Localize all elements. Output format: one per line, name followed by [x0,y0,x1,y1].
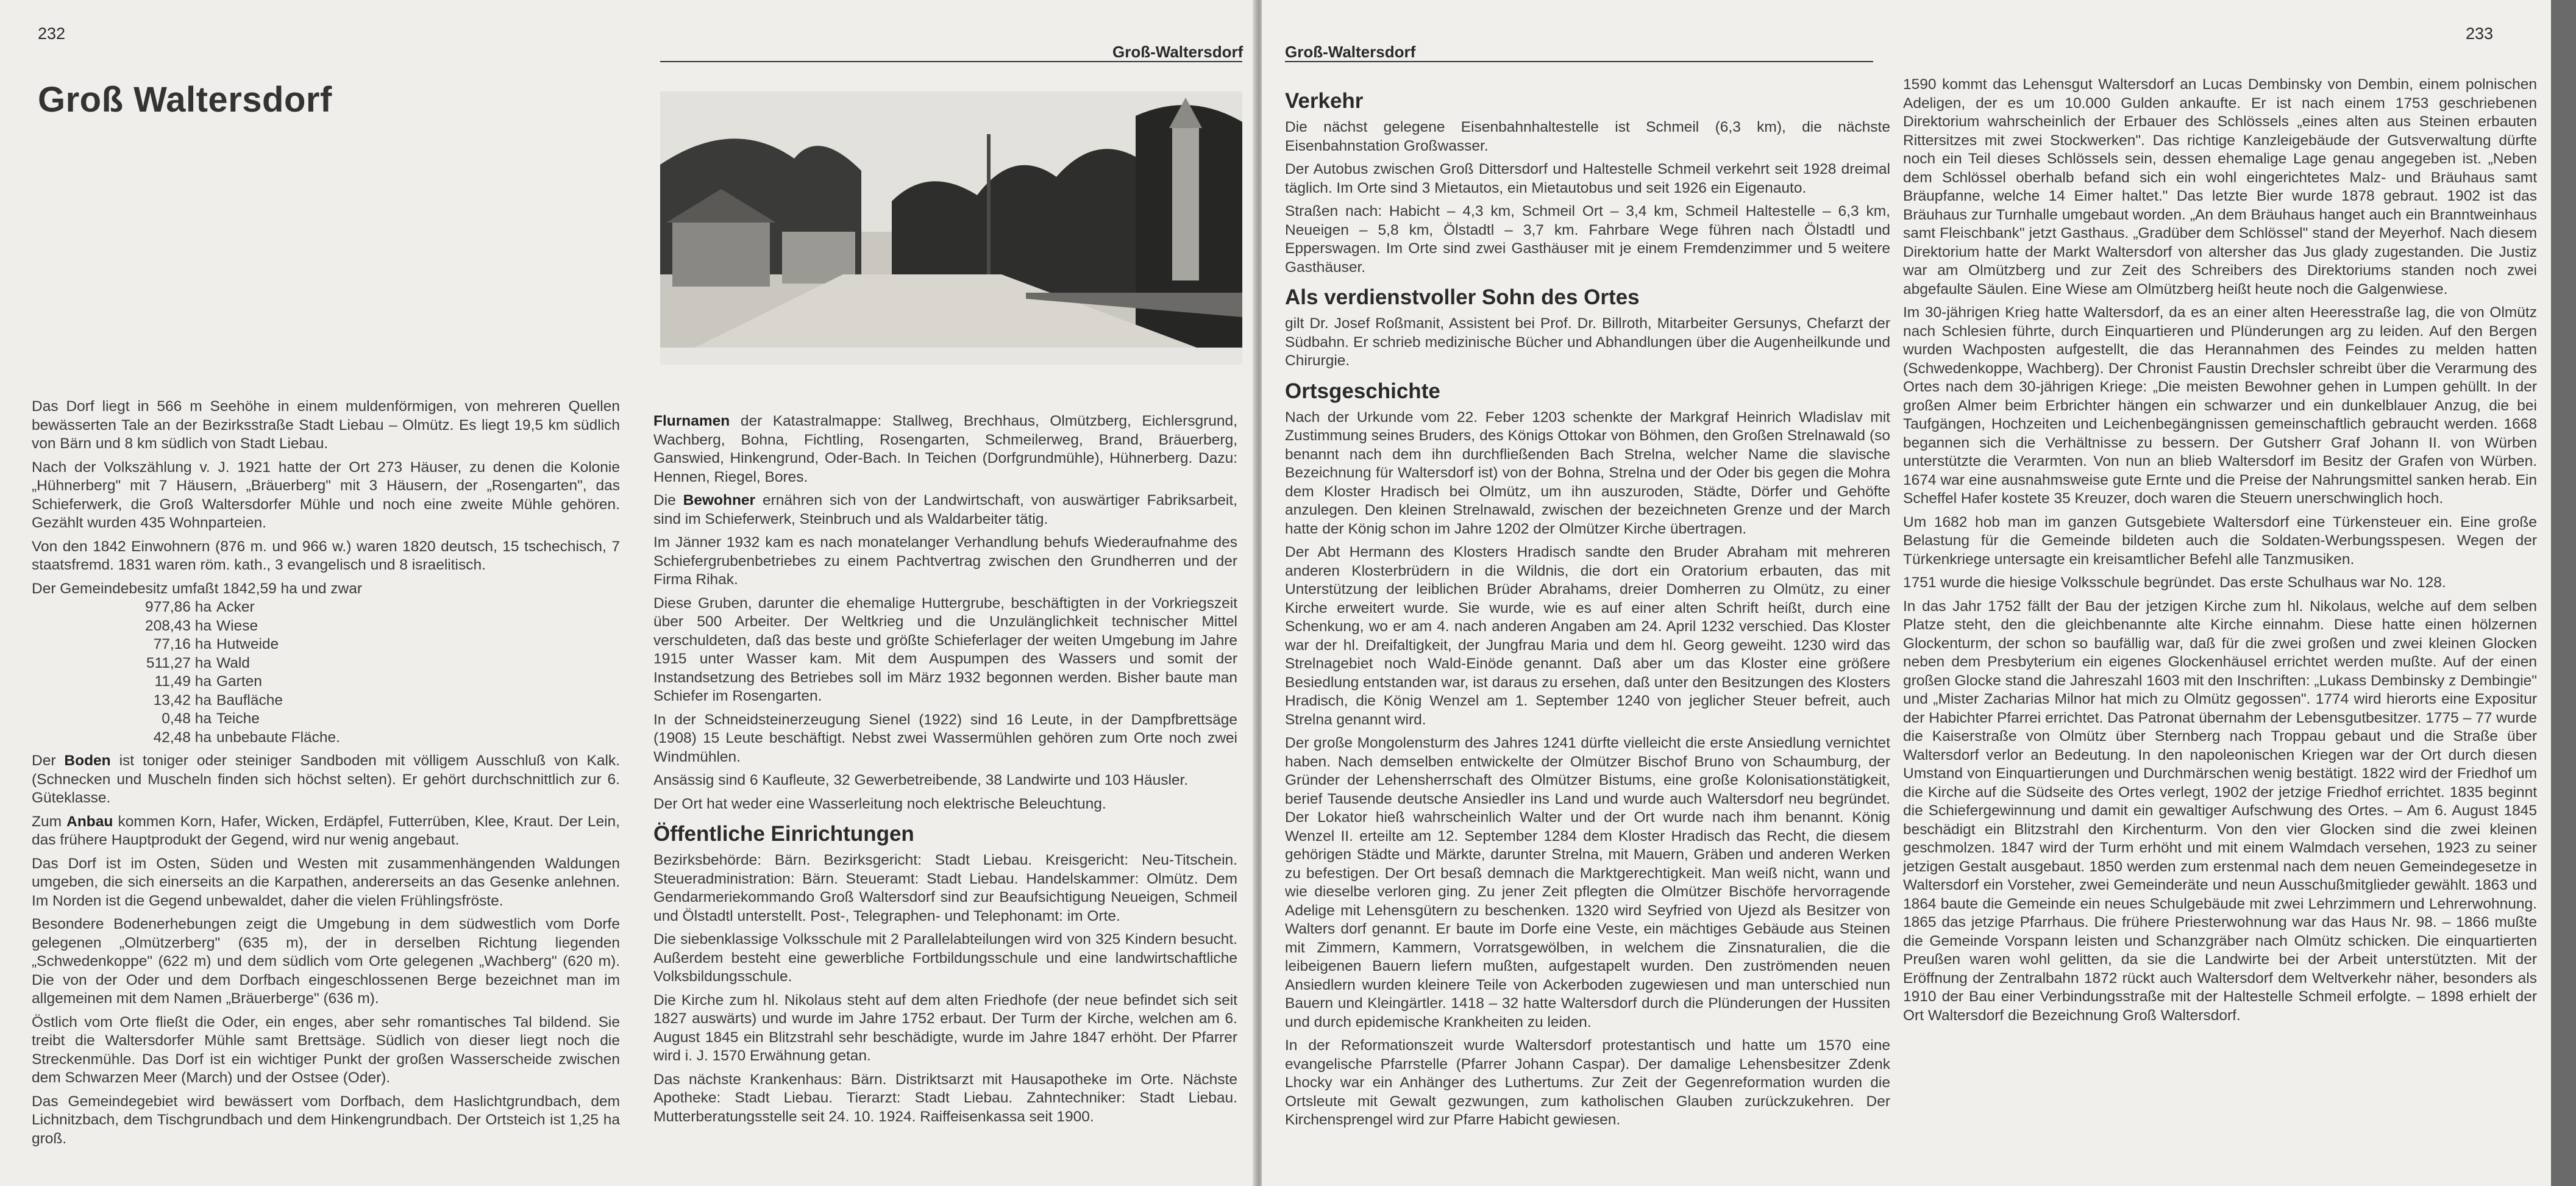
paragraph: Von den 1842 Einwohnern (876 m. und 966 w.) waren 1820 deutsch, 15 tschechisch, 7 staatsfremd. 1831 waren röm. kath., 3 evangelisch und 8 israelitisch. [32,538,620,573]
table-row [32,729,340,748]
paragraph-flurnamen [653,412,1237,487]
bold-term: Flurnamen [653,413,730,429]
paragraph: Im Jänner 1932 kam es nach monatelanger Verhandlung behufs Wiederaufnahme des Schiefergrubenbetriebes zu einem Pachtvertrag zwischen den Grundherren und der Firma Rihak. [653,534,1237,588]
page-number-left: 232 [38,24,66,43]
paragraph: Das nächste Krankenhaus: Bärn. Distriktsarzt mit Hausapotheke im Orte. Nächste Apotheke: Stadt Liebau. Tierarzt: Stadt Liebau. Zahntechniker: Stadt Liebau. Mutterberatungsstelle seit 24. 10. 1924. Raiffeisenkassa seit 1900. [653,1071,1237,1125]
paragraph: Der Autobus zwischen Groß Dittersdorf und Haltestelle Schmeil verkehrt seit 1928 dreimal täglich. Im Orte sind 3 Mietautos, ein Mietautobus und seit 1926 ein Eigenauto. [1285,161,1890,196]
table-row [32,673,340,691]
area-label: Hutweide [216,636,279,652]
table-row [32,654,340,673]
section-heading: Ortsgeschichte [1285,379,1440,403]
area-value: 511,27 ha [146,654,212,671]
paragraph: Der Ort hat weder eine Wasserleitung noch elektrische Beleuchtung. [653,795,1106,812]
text-fragment: der Katastralmappe: Stallweg, Brechhaus, Olmützberg, Eichlersgrund, Wachberg, Bohna, Fichtling, Rosengarten, Schmeilerweg, Brand, Bräuerberg, Ganswied, Hinkengrund, Oder-Bach. In Teichen (Dorfgrundmühle), Hühnerberg. Dazu: Hennen, Riegel, Bores. [653,413,1237,485]
area-label: Wald [216,654,250,671]
area-label: Acker [216,599,255,615]
paragraph: 1590 kommt das Lehensgut Waltersdorf an Lucas Dembinsky von Dembin, einem polnischen Adeligen, der es um 10.000 Gulden ankaufte. Er ist nach einem 1753 geschriebenen Direktorium wahrscheinlich der Erbauer des Schlössels „eines alten aus Steinen erbauten Rittersitzes mit zwei Stockwerken". Das richtige Kanzleigebäude der Gutsverwaltung dürfte noch ein Teil dieses Schlössels sein, dessen ehemalige Lage genau angegeben ist. „Neben dem Schlössel oberhalb befand sich ein wohl eingerichtetes Malz- und Bräuhaus samt Bräupfanne, welche 14 Eimer haltet." Das letzte Bier wurde 1878 gebraut. 1902 ist das Bräuhaus zur Turnhalle umgebaut worden. „An dem Bräuhaus hanget auch ein Branntweinhaus samt Fleischbank" jetzt Gasthaus. „Gradüber dem Schlössel" stand der Meyerhof. Nach diesem Direktorium hatte der Markt Waltersdorf von altersher das Jus glady zugestanden. Die Justiz war am Olmützberg und zur Zeit des Schreibers des Direktoriums standen noch zwei abgefaulte Säulen. Eine Wiese am Olmützberg heißt heute noch die Galgenwiese. [1903,76,2537,298]
paragraph: Die siebenklassige Volksschule mit 2 Parallelabteilungen wird von 325 Kindern besucht. Außerdem besteht eine gewerbliche Fortbildungsschule und eine landwirtschaftliche Volksbildungsschule. [653,931,1237,985]
area-value: 77,16 ha [153,636,212,652]
area-label: Wiese [216,617,258,634]
area-label: Baufläche [216,691,283,709]
text-fragment: ist toniger oder steiniger Sandboden mit völligem Ausschluß von Kalk. (Schnecken und Muscheln finden sich höchst selten). Er gehört durchschnittlich zur 6. Güteklasse. [32,752,620,806]
bold-term: Anbau [66,813,113,830]
paragraph: In das Jahr 1752 fällt der Bau der jetzigen Kirche zum hl. Nikolaus, welche auf dem selben Platze steht, den die gleichbenannte alte Kirche einnahm. Diese hatte einen hölzernen Glockenturm, der schon so baufällig war, daß für die zwei großen und zwei kleinen Glocken neben dem Presbyterium ein eigenes Glockenhäusel errichtet werden mußte. Auf der einen großen Glocke stand die Jahreszahl 1603 mit den Inschriften: „Lukass Dembinsky z Dembingie" und „Mister Zacharias Milnor hat mich zu Olmütz gegossen". 1774 wird hierorts eine Expositur der Habichter Pfarrei errichtet. Das Patronat übernahm der Lebensgutbesitzer. 1775 – 77 wurde die Kaiserstraße von Olmütz über Sternberg nach Troppau gebaut und die Straße über Waltersdorf verlor an Bedeutung. In den napoleonischen Kriegen war der Ort durch diesen Umstand von Einquartierungen und Durchmärschen wenig bestätigt. 1822 wird der Friedhof um die Kirche auf die Südseite des Ortes verlegt, 1902 der jetzige Friedhof errichtet. 1835 beginnt die Schiefergewinnung und damit ein gewaltiger Aufschwung des Ortes. – Am 6. August 1845 beschädigt ein Blitzstrahl den Kirchenturm. Von den vier Glocken sind die zwei kleinen geschmolzen. 1847 wird der Turm erhöht und mit einem Walmdach versehen, 1923 zu seiner jetzigen Gestalt ausgebaut. 1850 werden zum erstenmal nach dem neuen Gemeindegesetze in Waltersdorf ein Vorsteher, zwei Gemeinderäte und neun Ausschußmitglieder gewählt. 1863 und 1864 baute die Gemeinde ein neues Schulgebäude mit zwei Lehrzimmern und Lehrerwohnung. 1865 das jetzige Pfarrhaus. Die frühere Priesterwohnung war das Haus Nr. 98. – 1866 mußte die Gemeinde Vorspann leisten und Schanzgräber nach Olmütz schicken. Die einquartierten Preußen waren wohl gelitten, da sie die Landwirte bei der Arbeit unterstützten. Mit der Eröffnung der Zentralbahn 1872 rückt auch Waltersdorf dem Weltverkehr näher, besonders als 1910 der Bau einer Verbindungsstraße mit der Haltestelle Schmeil erfolgte. – 1898 erhielt der Ort Waltersdorf die Bezeichnung Groß Waltersdorf. [1903,598,2537,1024]
paragraph: Das Dorf ist im Osten, Süden und Westen mit zusammenhängenden Waldungen umgeben, die sich einerseits an die Karpathen, andererseits an das Gesenke anlehnen. Im Norden ist die Gegend unbewaldet, daher die vielen Frühlingsfröste. [32,855,620,909]
running-head-left: Groß-Waltersdorf [1112,43,1244,61]
table-row [32,598,340,617]
area-value: 42,48 ha [153,729,212,746]
running-head-right: Groß-Waltersdorf [1285,43,1416,61]
section-heading: Verkehr [1285,89,1364,113]
text-fragment: Die [653,492,683,509]
section-heading: Als verdienstvoller Sohn des Ortes [1285,285,1640,309]
page-title: Groß Waltersdorf [38,80,332,120]
right-page [1262,0,2551,1186]
paragraph: Der Abt Hermann des Klosters Hradisch sandte den Bruder Abraham mit mehreren anderen Klosterbrüdern in die Wildnis, die dort ein Oratorium erbauten, das mit Unterstützung der leiblichen Brüder Abrahams, dreier Domherren zu Olmütz, zu einer Kirche erweitert wurde. Sie wurde, wie es auf einer alten Schrift heißt, durch eine Schenkung, wo er am 4. nach anderen Angaben am 24. April 1232 verschied. Das Kloster war der hl. Dreifaltigkeit, der Jungfrau Maria und dem hl. Georg geweiht. 1230 wird das Strelnagebiet noch Wald-Einöde genannt. Daß aber um das Kloster eine größere Besiedlung entstanden war, ist daraus zu ersehen, daß unter den Besitzungen des Klosters Hradisch, die König Wenzel am 1. September 1240 von jeglicher Steuer befreit, auch Strelna genannt wird. [1285,544,1890,728]
left-page [0,0,1256,1186]
paragraph: Diese Gruben, darunter die ehemalige Huttergrube, beschäftigten in der Vorkriegszeit über 500 Arbeiter. Der Weltkrieg und die Unzulänglichkeit technischer Mittel verschuldeten, daß das beste und größte Schieferlager der weiten Umgebung im Jahre 1915 unter Wasser kam. Mit dem Auspumpen des Wassers und somit der Instandsetzung des Betriebes soll im März 1932 begonnen werden. Bisher baute man Schiefer im Rosengarten. [653,595,1237,704]
paragraph: Bezirksbehörde: Bärn. Bezirksgericht: Stadt Liebau. Kreisgericht: Neu-Titschein. Steueradministration: Bärn. Steueramt: Stadt Liebau. Handelskammer: Olmütz. Dem Gendarmeriekommando Groß Waltersdorf sind zur Beaufsichtigung Neueigen, Schmeil und Ölstadtl unterstellt. Post-, Telegraphen- und Telephonamt: im Orte. [653,852,1237,924]
paragraph: Das Gemeindegebiet wird bewässert vom Dorfbach, dem Haslichtgrundbach, dem Lichnitzbach, dem Tischgrundbach und dem Hinkengrundbach. Der Ortsteich ist 1,25 ha groß. [32,1093,620,1147]
paragraph: Der große Mongolensturm des Jahres 1241 dürfte vielleicht die erste Ansiedlung vernichtet haben. Nach demselben entwickelte der Olmützer Bischof Bruno von Schaumburg, der Gründer der Lehensherrschaft des Olmützer Bistums, eine große Kolonisationstätigkeit, berief Tausende deutsche Ansiedler ins Land und wurde auch Waltersdorf neu begründet. Der Lokator hieß wahrscheinlich Walter und der Ort wurde nach ihm benannt. König Wenzel II. erteilte am 12. September 1284 dem Kloster Hradisch das Recht, die diesem gehörigen Städte und Märkte, darunter Strelna, mit Mauern, Gräben und anderen Werken zu befestigen. Der Ort besaß demnach die Marktgerechtigkeit. Man weiß nicht, wann und wie dieselbe verloren ging. Zu jener Zeit pflegten die Olmützer Bischöfe hervorragende Adelige mit Lehensgütern zu beschenken. 1320 wird Seyfried von Ujezd als Besitzer von Walters dorf genannt. Er baute im Dorfe eine Veste, ein mächtiges Gebäude aus Steinen mit Zimmern, Kammern, Vorratsgewölben, in welchem die Zinsnaturalien, die die leibeigenen Bauern liefern mußten, aufgestapelt wurden. Den zuströmenden neuen Ansiedlern wurden kleinere Teile von Ackerboden zugewiesen und man unterschied nun Bauern und Kleingärtler. 1418 – 32 hatte Waltersdorf durch die Plünderungen der Hussiten und durch epidemische Krankheiten zu leiden. [1285,735,1890,1031]
area-value: 11,49 ha [154,673,212,690]
paragraph: Das Dorf liegt in 566 m Seehöhe in einem muldenförmigen, von mehreren Quellen bewässerten Tale an der Bezirksstraße Stadt Liebau – Olmütz. Es liegt 19,5 km südlich von Bärn und 8 km südlich von Stadt Liebau. [32,398,620,452]
section-heading: Öffentliche Einrichtungen [653,822,914,846]
area-value: 977,86 ha [145,599,212,615]
right-column-2 [1903,76,2537,1030]
paragraph: Der Gemeindebesitz umfaßt 1842,59 ha und zwar [32,580,363,597]
area-label: Garten [216,673,262,690]
right-column-1 [1285,89,1890,1135]
text-fragment: Zum [32,813,67,830]
paragraph: Die nächst gelegene Eisenbahnhaltestelle ist Schmeil (6,3 km), die nächste Eisenbahnstation Großwasser. [1285,119,1890,154]
paragraph: Ansässig sind 6 Kaufleute, 32 Gewerbetreibende, 38 Landwirte und 103 Häusler. [653,772,1189,788]
bold-term: Boden [64,752,111,769]
text-fragment: Der [32,752,65,769]
bold-term: Bewohner [683,492,756,509]
photo-illustration [660,91,1242,365]
table-row [32,710,340,729]
left-column-2 [653,412,1237,1131]
table-row [32,617,340,636]
area-value: 0,48 ha [162,710,212,727]
header-rule-right [1285,61,1873,62]
text-fragment: ernähren sich von der Landwirtschaft, von auswärtiger Fabriksarbeit, sind im Schieferwerk, Steinbruch und als Waldarbeiter tätig. [653,492,1237,527]
page-edge [2551,0,2576,1186]
paragraph: Nach der Urkunde vom 22. Feber 1203 schenkte der Markgraf Heinrich Wladislav mit Zustimmung seines Bruders, des Königs Ottokar von Böhmen, den Großen Strelnawald (so benannt nach dem ihn durchfließenden Bach Strelna, welcher Name die slavische Bezeichnung für Waltersdorf ist) von der Bohna, Strelna und der Oder bis gegen die Mohra dem Kloster Hradisch bei Olmütz, um ihn auszuroden, Städte, Dörfer und Gehöfte anzulegen. Den kleinen Strelnawald, zwischen der bezeichneten Grenze und der March hatte der König schon im Jahre 1202 der Olmützer Kirche übertragen. [1285,409,1890,537]
village-street-photo [660,91,1242,365]
page-number-right: 233 [2466,24,2494,43]
area-label: unbebaute Fläche. [216,729,340,746]
table-row [32,691,340,710]
land-area-table [32,598,340,747]
area-value: 13,42 ha [153,691,212,709]
paragraph: Besondere Bodenerhebungen zeigt die Umgebung in dem südwestlich vom Dorfe gelegenen „Olmützerberg" (635 m), der in derselben Richtung liegenden „Schwedenkoppe" (622 m) und dem südlich vom Orte gelegenen „Wachberg" (620 m). Die von der Oder und dem Dorfbach eingeschlossenen Berge bezeichnet man im allgemeinen mit dem Namen „Bräuerberge" (636 m). [32,916,620,1007]
left-column-1 [32,398,620,1153]
paragraph: 1751 wurde die hiesige Volksschule begründet. Das erste Schulhaus war No. 128. [1903,574,2446,591]
paragraph: Die Kirche zum hl. Nikolaus steht auf dem alten Friedhofe (der neue befindet sich seit 1827 auswärts) und wurde im Jahre 1752 erbaut. Der Turm der Kirche, welchen am 6. August 1845 ein Blitzstrahl sehr beschädigte, wurde im Jahre 1847 erhöht. Der Pfarrer wird i. J. 1570 Erwähnung getan. [653,991,1237,1064]
paragraph: In der Reformationszeit wurde Waltersdorf protestantisch und hatte um 1570 eine evangelische Pfarrstelle (Pfarrer Johann Caspar). Der damalige Lehensbesitzer Zdenk Lhocky war ein Anhänger des Luthertums. Zur Zeit der Gegenreformation wurden die Ortsleute mit Gewalt gezwungen, zum katholischen Glauben zurückzukehren. Der Kirchensprengel wird zur Pfarre Habicht gewiesen. [1285,1037,1890,1128]
text-fragment: kommen Korn, Hafer, Wicken, Erdäpfel, Futterrüben, Klee, Kraut. Der Lein, das frühere Hauptprodukt der Gegend, wird nur wenig angebaut. [32,813,620,848]
area-label: Teiche [216,710,260,727]
paragraph: Straßen nach: Habicht – 4,3 km, Schmeil Ort – 3,4 km, Schmeil Haltestelle – 6,3 km, Neueigen – 5,8 km, Ölstadtl – 3,7 km. Fahrbare Wege führen nach Ölstadtl und Epperswagen. Im Orte sind zwei Gasthäuser mit je einem Fremdenzimmer und 5 weitere Gasthäuser. [1285,203,1890,276]
paragraph: Im 30-jährigen Krieg hatte Waltersdorf, da es an einer alten Heeresstraße lag, die von Olmütz nach Schlesien führte, durch Einquartieren und Plünderungen arg zu leiden. Auf den Bergen wurden Wachposten aufgestellt, die das Herannahmen des Feindes zu melden hatten (Schwedenkoppe, Wachberg). Der Chronist Faustin Drechsler schreibt über die Verarmung des Ortes nach dem 30-jährigen Kriege: „Die meisten Bewohner gehen in Lumpen gehüllt. In der großen Almer beim Erbrichter hängen ein schwarzer und ein dunkelblauer Anzug, die bei Taufgängen, Hochzeiten und Leichenbegängnissen gemeinschaftlich gebraucht werden. 1668 begannen sich die Verhältnisse zu bessern. Der Gutsherr Graf Johann II. von Würben unterstützte die Verarmten. Von nun an blieb Waltersdorf im Besitz der Grafen von Würben. 1674 war eine ausnahmsweise gute Ernte und die Preise der Nahrungsmittel sanken herab. Ein Scheffel Hafer kostete 35 Kreuzer, doch waren die Steuern unerschwinglich hoch. [1903,304,2537,507]
table-row [32,635,340,654]
paragraph-anbau [32,813,620,850]
paragraph-bewohner [653,491,1237,529]
paragraph: In der Schneidsteinerzeugung Sienel (1922) sind 16 Leute, in der Dampfbrettsäge (1908) 15 Leute beschäftigt. Nebst zwei Wassermühlen gehören zum Orte noch zwei Windmühlen. [653,711,1237,765]
paragraph: Um 1682 hob man im ganzen Gutsgebiete Waltersdorf eine Türkensteuer ein. Eine große Belastung für die Gemeinde bildeten auch die Soldaten-Werbungsspesen. Wegen der Türkenkriege untersagte ein kreisamtlicher Befehl alle Tanzmusiken. [1903,513,2537,568]
paragraph: Nach der Volkszählung v. J. 1921 hatte der Ort 273 Häuser, zu denen die Kolonie „Hühnerberg" mit 7 Häusern, „Bräuerberg" mit 3 Häusern, der „Rosengarten", das Schieferwerk, die Groß Waltersdorfer Mühle und noch eine zweite Mühle gehören. Gezählt wurden 435 Wohnparteien. [32,459,620,531]
header-rule-left [660,61,1242,62]
paragraph-boden [32,752,620,808]
area-value: 208,43 ha [145,617,212,634]
paragraph: gilt Dr. Josef Roßmanit, Assistent bei Prof. Dr. Billroth, Mitarbeiter Gersunys, Chefarzt der Südbahn. Er schrieb medizinische Bücher und Abhandlungen über die Augenheilkunde und Chirurgie. [1285,315,1890,369]
paragraph: Östlich vom Orte fließt die Oder, ein enges, aber sehr romantisches Tal bildend. Sie treibt die Waltersdorfer Mühle samt Brettsäge. Südlich von dieser liegt noch die Streckenmühle. Das Dorf ist ein wichtiger Punkt der großen Wasserscheide zwischen dem Schwarzen Meer (March) und der Ostsee (Oder). [32,1013,620,1086]
